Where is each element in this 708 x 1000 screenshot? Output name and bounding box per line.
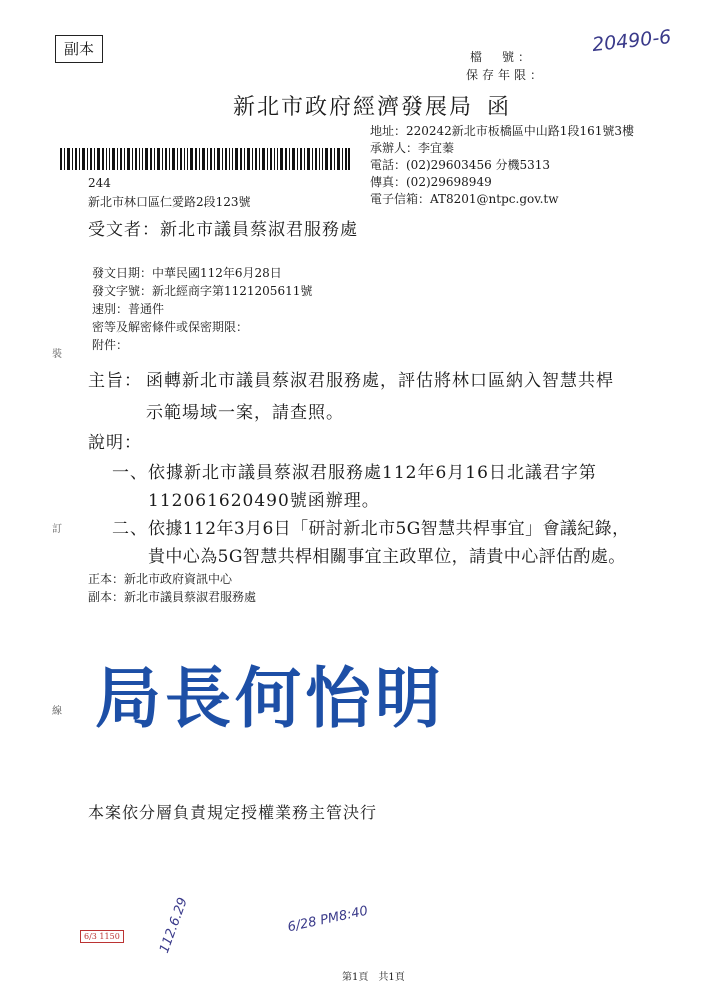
distribution-original: 正本：新北市政府資訊中心: [88, 572, 233, 586]
copy-label: 副本: [55, 35, 103, 63]
retention-label: 保存年限：: [466, 68, 547, 82]
contact-fax: 傳真：(02)29698949: [370, 175, 492, 189]
document-title: [233, 90, 511, 121]
director-signature: 局長何怡明: [95, 660, 445, 737]
contact-phone: 電話：(02)29603456 分機5313: [370, 158, 551, 172]
margin-mark-staple: 訂: [52, 524, 62, 535]
handwritten-date-stamp: 112.6.29: [156, 895, 191, 956]
explanation-item-2-line-2: 貴中心為5G智慧共桿相關事宜主政單位，請貴中心評估酌處。: [148, 547, 626, 567]
subject-line-1: 函轉新北市議員蔡淑君服務處，評估將林口區納入智慧共桿: [146, 371, 614, 391]
explanation-item-1-line-1: 依據新北市議員蔡淑君服務處112年6月16日北議君字第: [148, 463, 597, 483]
handwritten-annotation: 6/28 PM8:40: [286, 903, 370, 936]
handwritten-file-number: 20490-6: [591, 25, 673, 57]
secrecy: 密等及解密條件或保密期限：: [92, 320, 249, 334]
delegation-note: 本案依分層負責規定授權業務主管決行: [88, 803, 378, 822]
mailing-postcode: 244: [88, 176, 111, 190]
agency-name: 新北市政府經濟發展局: [233, 95, 474, 120]
explanation-item-2-number: 二、: [112, 519, 148, 539]
receipt-stamp: 6/3 1150: [80, 930, 124, 943]
speed: 速別：普通件: [92, 302, 165, 316]
page-footer: 第1頁 共1頁: [342, 972, 405, 983]
explanation-item-2-line-1: 依據112年3月6日「研討新北市5G智慧共桿事宜」會議紀錄，: [148, 519, 630, 539]
explanation-item-1-number: 一、: [112, 463, 148, 483]
contact-address: 地址：220242新北市板橋區中山路1段161號3樓: [370, 124, 634, 138]
subject-line-2: 示範場域一案，請查照。: [146, 403, 344, 423]
subject-label: 主旨：: [88, 371, 142, 391]
issue-date: 發文日期：中華民國112年6月28日: [92, 266, 282, 280]
explanation-item-1-line-2: 112061620490號函辦理。: [148, 491, 380, 511]
file-number-label: 檔 號：: [470, 50, 535, 64]
document-type: 函: [487, 95, 512, 120]
margin-mark-bind: 裝: [52, 349, 62, 360]
attachment: 附件：: [92, 338, 129, 352]
barcode: [60, 148, 350, 170]
document-number: 發文字號：新北經商字第1121205611號: [92, 284, 313, 298]
contact-email: 電子信箱：AT8201@ntpc.gov.tw: [370, 192, 559, 206]
contact-officer: 承辦人：李宜蓁: [370, 141, 455, 155]
margin-mark-line: 線: [52, 706, 62, 717]
explanation-label: 說明：: [88, 433, 142, 453]
recipient: 受文者：新北市議員蔡淑君服務處: [88, 220, 358, 240]
distribution-copy: 副本：新北市議員蔡淑君服務處: [88, 590, 257, 604]
mailing-address: 新北市林口區仁愛路2段123號: [88, 195, 251, 209]
